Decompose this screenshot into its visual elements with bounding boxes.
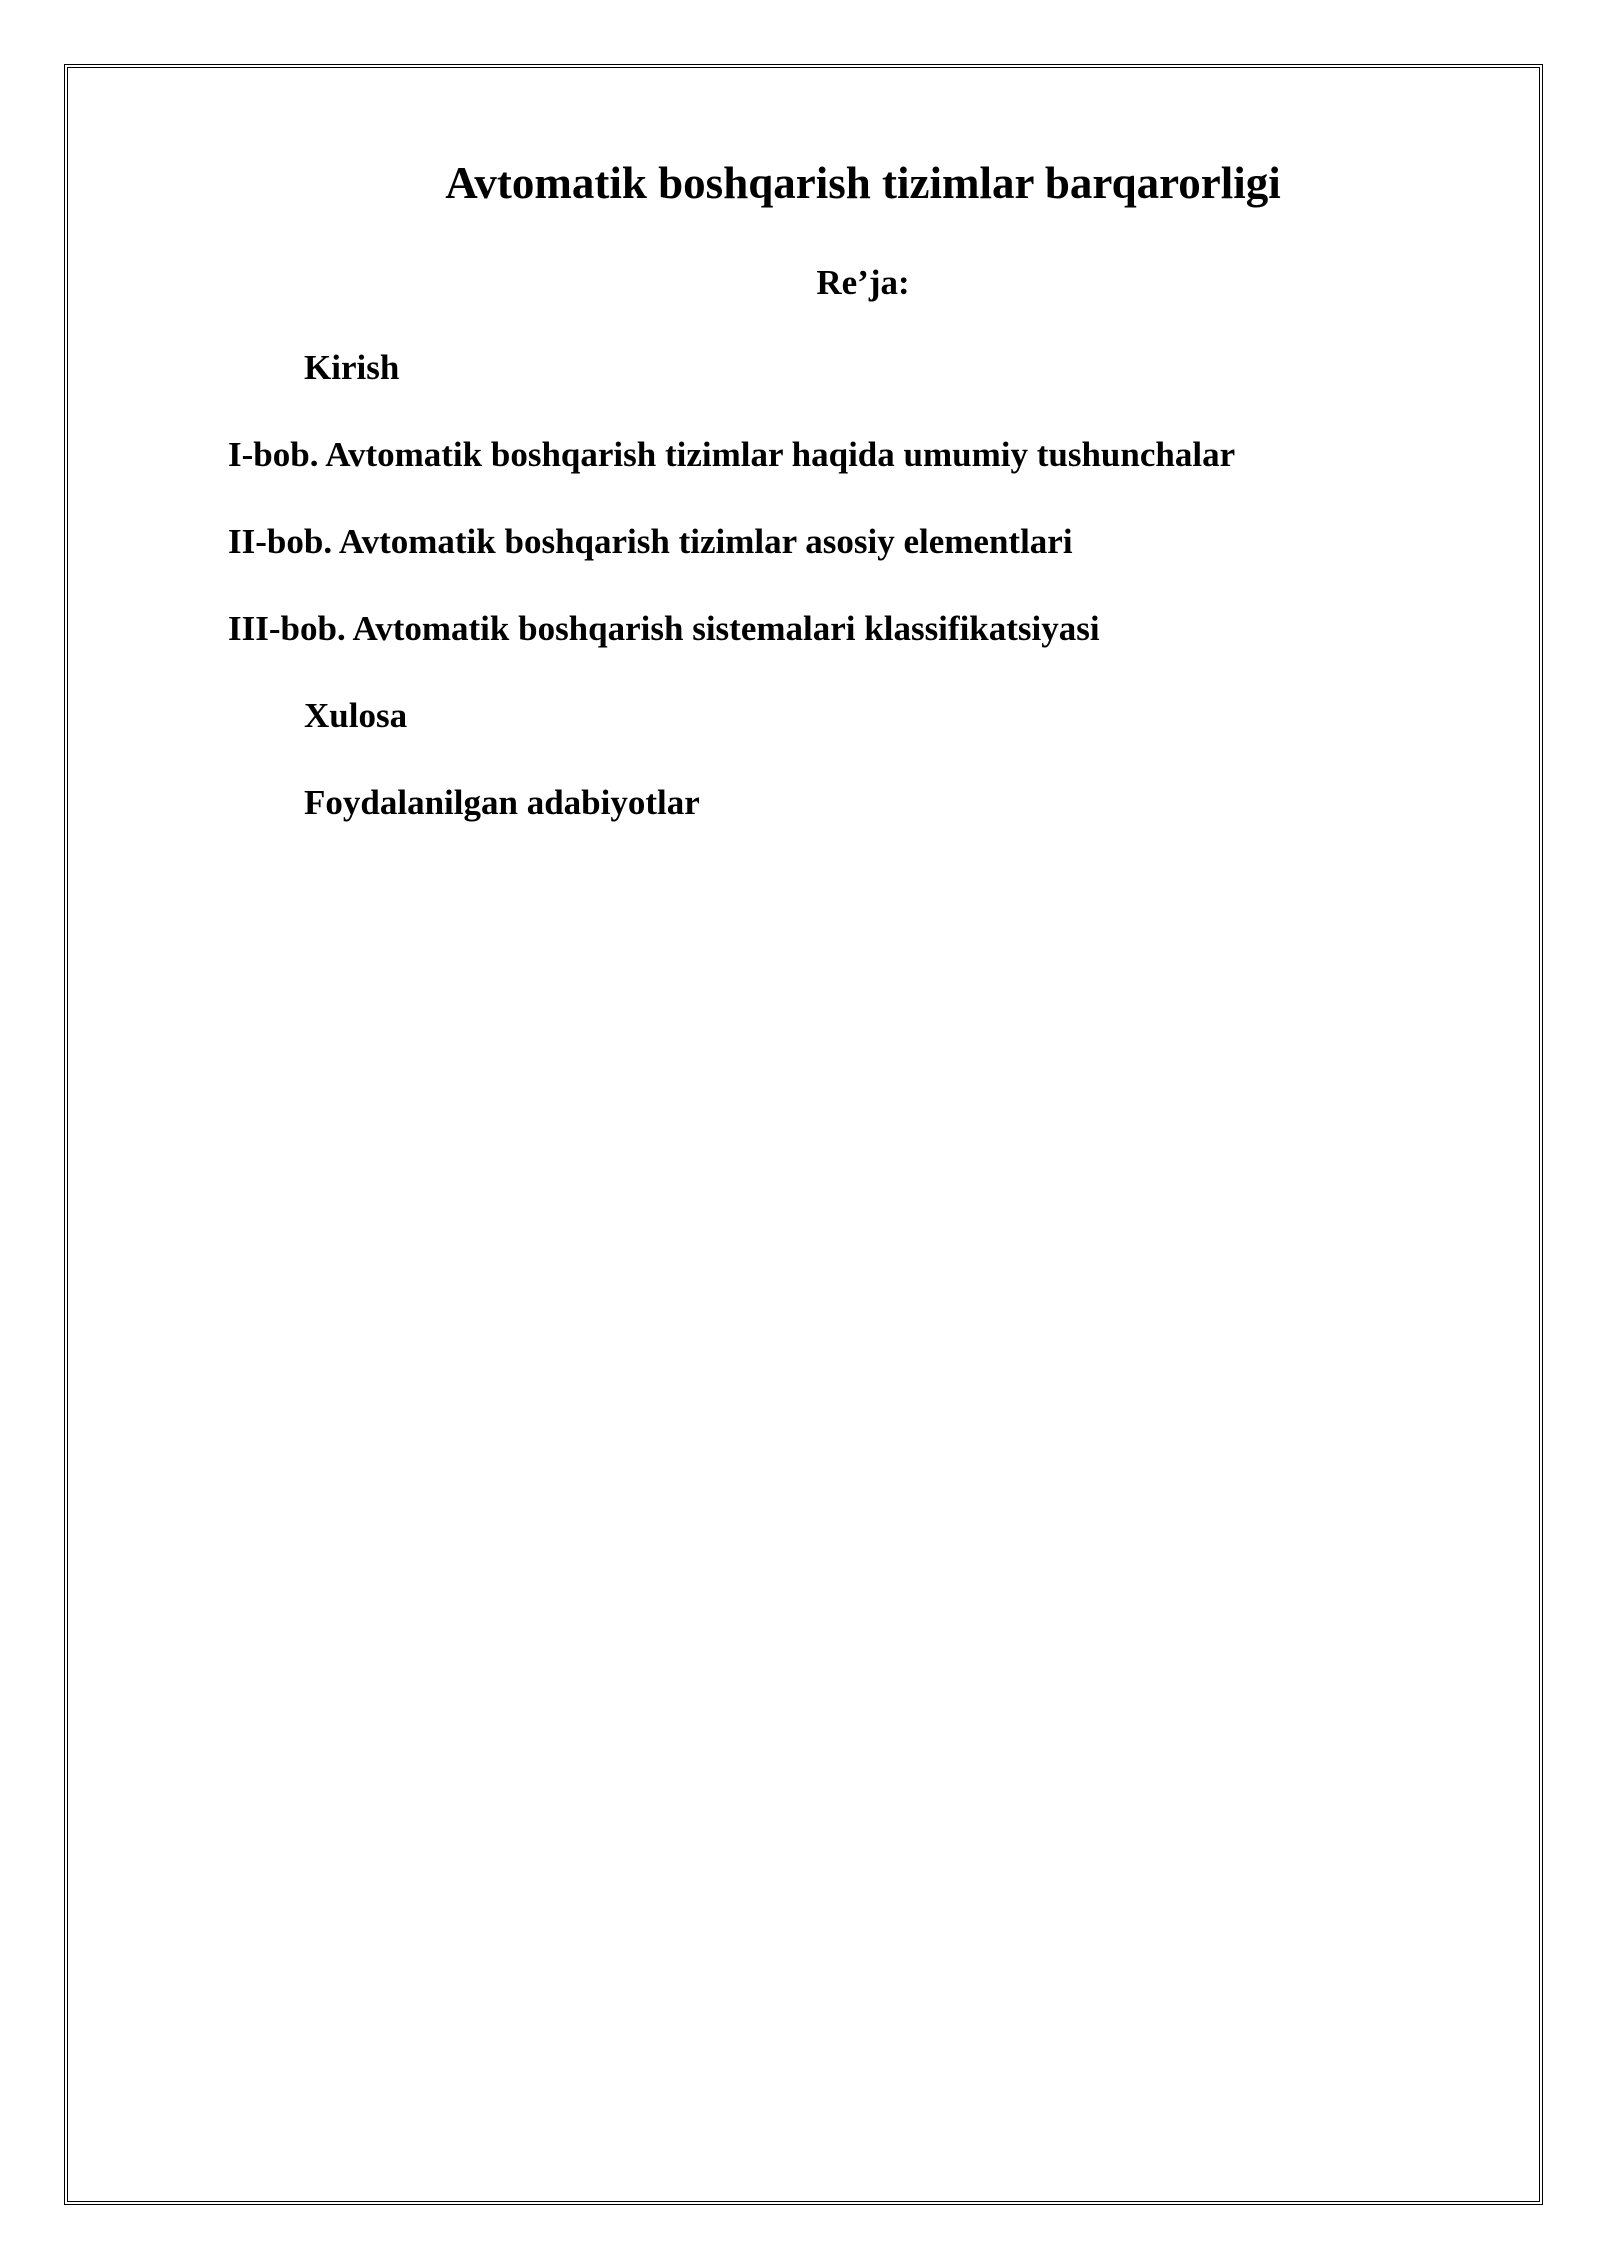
plan-item-chapter-3: III-bob. Avtomatik boshqarish sistemalari klassifikatsiyasi [228,609,1100,648]
plan-item-references: Foydalanilgan adabiyotlar [304,783,700,822]
plan-item-chapter-2: II-bob. Avtomatik boshqarish tizimlar asosiy elementlari [228,522,1073,561]
document-title: Avtomatik boshqarish tizimlar barqarorligi [445,158,1281,208]
plan-item-chapter-1: I-bob. Avtomatik boshqarish tizimlar haqida umumiy tushunchalar [228,435,1236,474]
plan-item-kirish: Kirish [304,348,400,387]
page-border [64,64,1543,2205]
plan-item-xulosa: Xulosa [304,696,408,735]
plan-heading: Re’ja: [816,263,910,302]
